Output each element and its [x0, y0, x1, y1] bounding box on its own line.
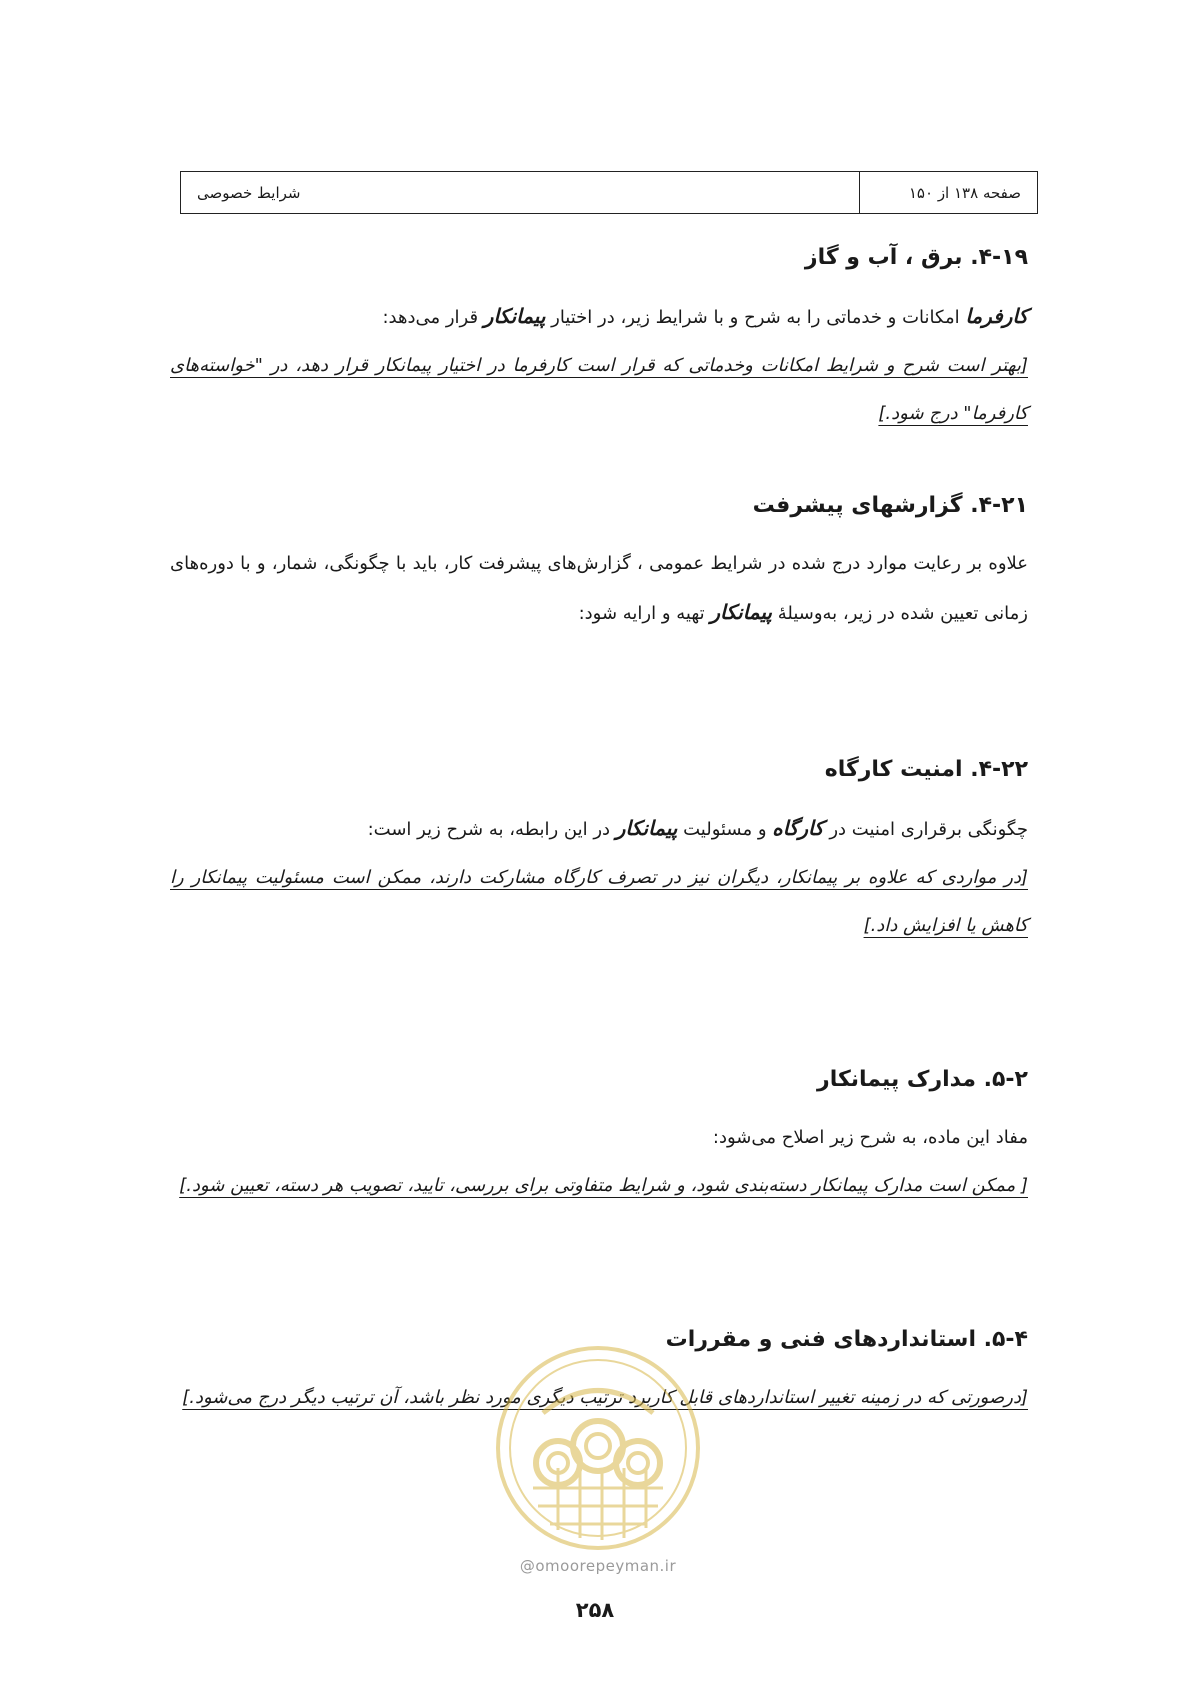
section-heading: ۴-۲۱. گزارشهای پیشرفت [752, 493, 1028, 518]
page-number: ۲۵۸ [575, 1598, 615, 1622]
section-note: [در مواردی که علاوه بر پیمانکار، دیگران نیز در تصرف کارگاه مشارکت دارند، ممکن است مسئولیت پیمانکار را کاهش یا افزایش داد.] [170, 867, 1028, 936]
paragraph-text: و مسئولیت [677, 819, 773, 840]
emphasis-term: پیمانکار [615, 816, 678, 840]
paragraph-text: قرار می‌دهد: [382, 307, 484, 328]
section-note: [بهتر است شرح و شرایط امکانات وخدماتی که قرار است کارفرما در اختیار پیمانکار قرار دهد، در "خواسته‌های کارفرما" درج شود.] [170, 355, 1028, 424]
section-paragraph: مفاد این ماده، به شرح زیر اصلاح می‌شود: [712, 1127, 1028, 1148]
section-heading: ۴-۱۹. برق ، آب و گاز [804, 245, 1028, 270]
section-note: [درصورتی که در زمینه تغییر استانداردهای قابل کاربرد ترتیب دیگری مورد نظر باشد، آن ترتیب دیگر درج می‌شود.] [182, 1387, 1028, 1408]
emphasis-term: پیمانکار [710, 600, 772, 624]
gear-emblem-icon [488, 1338, 708, 1558]
section-heading: ۵-۴. استانداردهای فنی و مقررات [665, 1327, 1028, 1352]
paragraph-text: علاوه بر رعایت موارد درج شده در شرایط عمومی ، گزارش‌های پیشرفت کار، باید با چگونگی، شمار، و با دوره‌های زمانی تعیین شده در زیر، به‌وسیلهٔ [170, 553, 1028, 624]
section-paragraph [170, 804, 1028, 854]
section-site-security [170, 748, 1028, 950]
emphasis-term: پیمانکار [483, 304, 546, 328]
watermark-caption: @omoorepeyman.ir [519, 1557, 677, 1575]
paragraph-text: امکانات و خدماتی را به شرح و با شرایط زیر، در اختیار [545, 307, 966, 328]
emphasis-term: کارفرما [965, 304, 1028, 328]
section-heading: ۵-۲. مدارک پیمانکار [817, 1067, 1028, 1092]
section-heading: ۴-۲۲. امنیت کارگاه [824, 757, 1028, 782]
section-note: [ ممکن است مدارک پیمانکار دسته‌بندی شود، و شرایط متفاوتی برای بررسی، تایید، تصویب هر دسته، تعیین شود.] [179, 1175, 1028, 1196]
section-progress-reports [170, 484, 1028, 638]
section-power-water-gas [170, 236, 1028, 438]
paragraph-text: در این رابطه، به شرح زیر است: [367, 819, 616, 840]
paragraph-text: چگونگی برقراری امنیت در [823, 819, 1028, 840]
page-header [180, 171, 1038, 214]
section-paragraph [170, 292, 1028, 342]
emphasis-term: کارگاه [772, 816, 824, 840]
section-contractor-documents [170, 1058, 1028, 1210]
document-body [170, 236, 1028, 1422]
header-page-label: صفحه ۱۳۸ از ۱۵۰ [859, 172, 1037, 213]
header-doc-title: شرایط خصوصی [197, 183, 301, 202]
paragraph-text: تهیه و ارایه شود: [578, 603, 711, 624]
section-paragraph [170, 540, 1028, 638]
